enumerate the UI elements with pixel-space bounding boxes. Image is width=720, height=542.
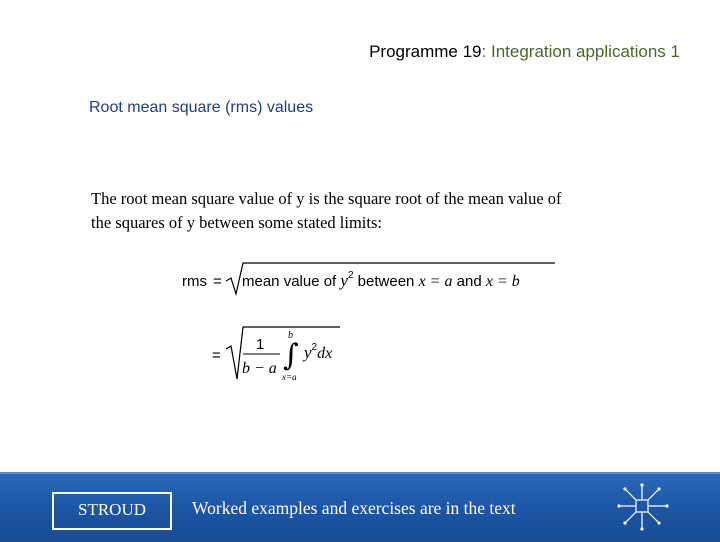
equals-sign-1: = [213,273,222,290]
integral-upper-limit: b [288,330,293,341]
stroud-button[interactable]: STROUD [52,492,172,530]
programme-label: Programme 19 [369,42,482,61]
integral-lower-limit: x=a [282,372,297,382]
section-title: Root mean square (rms) values [89,99,314,116]
definition-text [91,187,651,235]
definition-line-1: The root mean square value of y is the square root of the mean value of [91,189,562,208]
network-icon [614,480,674,534]
slide-header [369,42,680,62]
equals-sign-2: = [212,347,221,364]
footer-note: Worked examples and exercises are in the text [192,498,516,518]
fraction-numerator: 1 [256,336,265,353]
integrand: $y^2dx$ [304,342,333,362]
definition-line-2: the squares of y between some stated limits: [91,213,382,232]
fraction-denominator: b − a [242,360,277,377]
header-separator: : [481,42,491,61]
footer-bar [0,472,720,542]
mean-value-of-text: mean value of $y^2$ between x = a and x = b [242,270,520,290]
topic-label: Integration applications 1 [490,42,680,61]
rms-formula [170,255,570,395]
integral-sign: ∫ [283,338,299,373]
rms-label: rms [182,273,207,290]
